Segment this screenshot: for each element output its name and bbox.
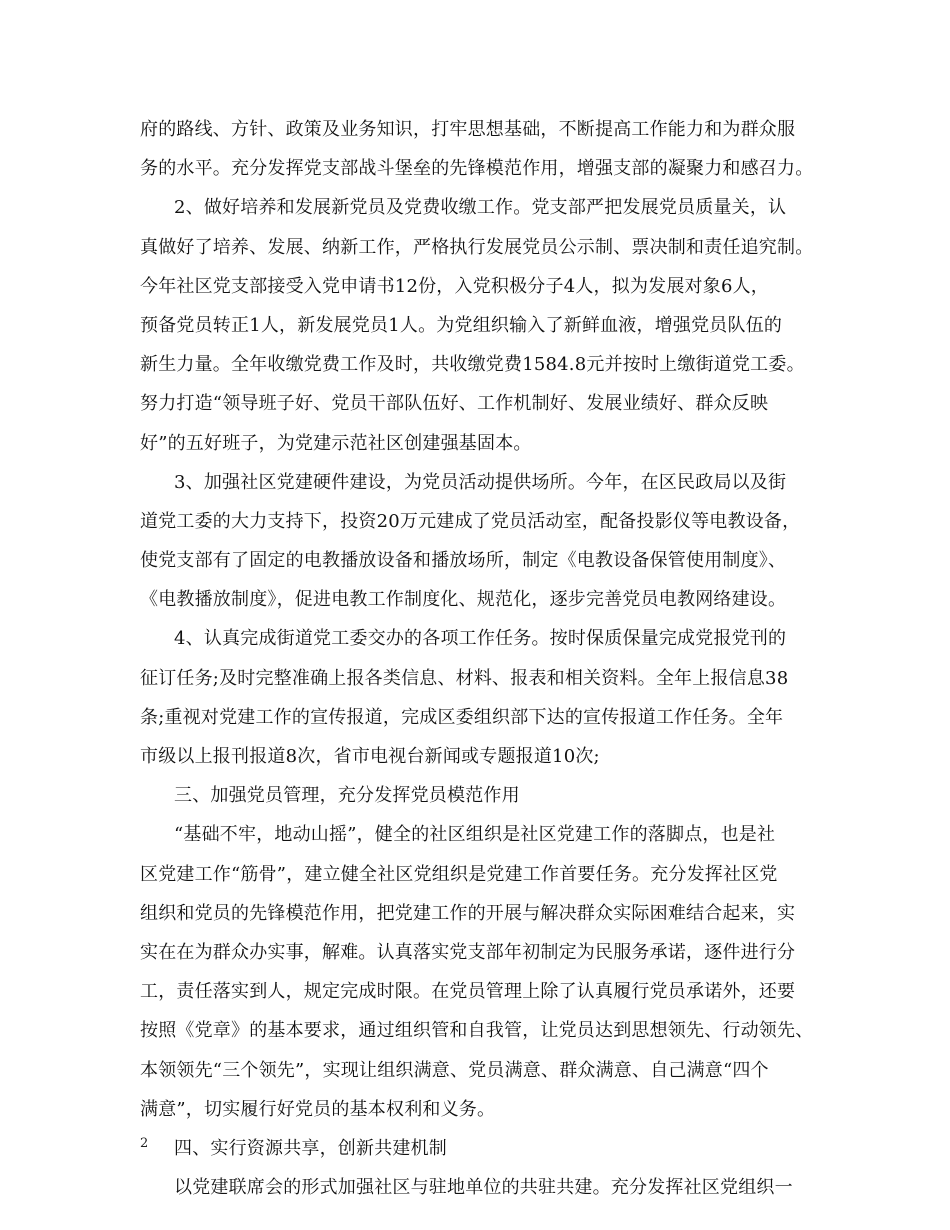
text-line: 真做好了培养、发展、纳新工作，严格执行发展党员公示制、票决制和责任追究制。 <box>140 236 814 258</box>
section-heading: 四、实行资源共享，创新共建机制 <box>174 1137 447 1159</box>
text-line: 征订任务;及时完整准确上报各类信息、材料、报表和相关资料。全年上报信息38 <box>140 667 789 689</box>
text-line: 工，责任落实到人，规定完成时限。在党员管理上除了认真履行党员承诺外，还要 <box>140 981 796 1003</box>
text-line: 《电教播放制度》，促进电教工作制度化、规范化，逐步完善党员电教网络建设。 <box>140 589 787 611</box>
text-line: 条;重视对党建工作的宣传报道，完成区委组织部下达的宣传报道工作任务。全年 <box>140 706 784 728</box>
text-line: 按照《党章》的基本要求，通过组织管和自我管，让党员达到思想领先、行动领先、 <box>140 1020 814 1042</box>
text-line: 新生力量。全年收缴党费工作及时，共收缴党费1584.8元并按时上缴街道党工委。 <box>140 354 805 376</box>
paragraph-start-line: “基础不牢，地动山摇”，健全的社区组织是社区党建工作的落脚点，也是社 <box>174 824 776 846</box>
paragraph-start-line: 2、做好培养和发展新党员及党费收缴工作。党支部严把发展党员质量关，认 <box>174 197 787 219</box>
paragraph-start-line: 4、认真完成街道党工委交办的各项工作任务。按时保质保量完成党报党刊的 <box>174 628 787 650</box>
text-line: 满意”，切实履行好党员的基本权利和义务。 <box>140 1098 496 1120</box>
text-line: 区党建工作“筋骨”，建立健全社区党组织是党建工作首要任务。充分发挥社区党 <box>140 863 778 885</box>
text-line: 实在在为群众办实事，解难。认真落实党支部年初制定为民服务承诺，逐件进行分 <box>140 941 796 963</box>
text-line: 道党工委的大力支持下，投资20万元建成了党员活动室，配备投影仪等电教设备， <box>140 510 801 532</box>
text-line: 市级以上报刊报道8次，省市电视台新闻或专题报道10次; <box>140 746 600 767</box>
text-line: 预备党员转正1人，新发展党员1人。为党组织输入了新鲜血液，增强党员队伍的 <box>140 314 783 336</box>
text-line: 努力打造“领导班子好、党员干部队伍好、工作机制好、发展业绩好、群众反映 <box>140 393 769 415</box>
text-line: 府的路线、方针、政策及业务知识，打牢思想基础，不断提高工作能力和为群众服 <box>140 119 796 140</box>
text-line: 务的水平。充分发挥党支部战斗堡垒的先锋模范作用，增强支部的凝聚力和感召力。 <box>140 158 814 180</box>
paragraph-start-line: 以党建联席会的形式加强社区与驻地单位的共驻共建。充分发挥社区党组织一 <box>174 1177 793 1199</box>
section-heading: 三、加强党员管理，充分发挥党员模范作用 <box>174 785 520 807</box>
paragraph-start-line: 3、加强社区党建硬件建设，为党员活动提供场所。今年，在区民政局以及街 <box>174 471 787 493</box>
document-body <box>140 110 820 1207</box>
text-line: 本领领先“三个领先”，实现让组织满意、党员满意、群众满意、自己满意“四个 <box>140 1059 769 1081</box>
text-line: 使党支部有了固定的电教播放设备和播放场所，制定《电教设备保管使用制度》、 <box>140 550 787 572</box>
page-number: 2 <box>140 1136 149 1151</box>
text-line: 好”的五好班子，为党建示范社区创建强基固本。 <box>140 432 532 454</box>
text-line: 今年社区党支部接受入党申请书12份，入党积极分子4人，拟为发展对象6人， <box>140 275 770 297</box>
text-line: 组织和党员的先锋模范作用，把党建工作的开展与解决群众实际困难结合起来，实 <box>140 902 796 924</box>
